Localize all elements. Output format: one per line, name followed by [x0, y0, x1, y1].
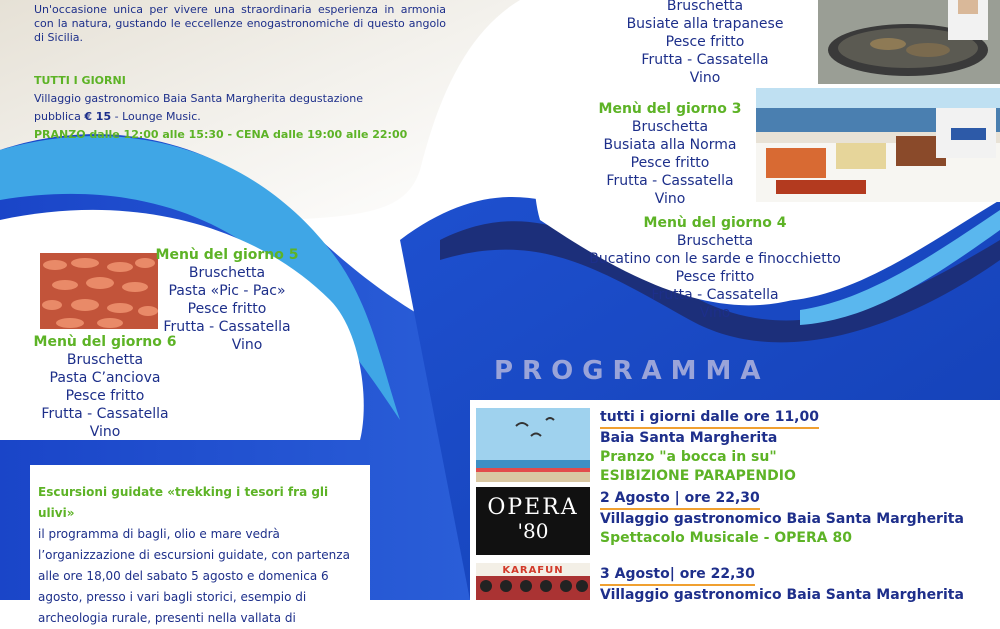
menu-item: Pesce fritto: [65, 388, 145, 404]
menu-item: Bruschetta: [188, 265, 266, 281]
escursioni-line: alle ore 18,00 del sabato 5 agosto e domenica 6: [38, 569, 329, 583]
price-prefix: pubblica: [34, 110, 85, 123]
programma-heading: PROGRAMMA: [494, 356, 770, 386]
menu-item: Pasta C’anciova: [49, 370, 161, 386]
event-2: [600, 487, 995, 548]
opera80-logo-bottom: '80: [517, 519, 549, 543]
escursioni-line: il programma di bagli, olio e mare vedrà: [38, 527, 280, 541]
event-3-date: 3 Agosto| ore 22,30: [600, 565, 755, 586]
price-suffix: - Lounge Music.: [111, 110, 201, 123]
menu-3-title: Menù del giorno 3: [598, 101, 742, 117]
menu-item: Frutta - Cassatella: [163, 319, 291, 335]
hours-line: [34, 126, 414, 144]
menu-2-items: [590, 0, 820, 87]
karafun-photo: [476, 563, 590, 600]
event-1-date: tutti i giorni dalle ore 11,00: [600, 408, 819, 429]
escursioni-line: l’organizzazione di escursioni guidate, con partenza: [38, 548, 350, 562]
escursioni-title: Escursioni guidate «trekking i tesori fra gli ulivi»: [38, 485, 329, 520]
menu-item: Frutta - Cassatella: [606, 173, 734, 189]
event-2-place: Villaggio gastronomico Baia Santa Margherita: [600, 511, 964, 527]
menu-item: Pesce fritto: [665, 34, 745, 50]
menu-item: Vino: [231, 337, 263, 353]
menu-item: Pesce fritto: [630, 155, 710, 171]
menu-item: Busiate alla trapanese: [626, 16, 784, 32]
menu-item: Bruschetta: [631, 119, 709, 135]
menu-item: Vino: [689, 70, 721, 86]
menu-item: Vino: [654, 191, 686, 207]
event-2-detail: Spettacolo Musicale - OPERA 80: [600, 530, 852, 546]
hours-sep: -: [223, 128, 236, 141]
menu-item: Frutta - Cassatella: [641, 52, 769, 68]
menu-6: [30, 333, 180, 441]
menu-3: [560, 100, 780, 208]
menu-item: Frutta - Cassatella: [41, 406, 169, 422]
opera80-logo-top: OPERA: [487, 495, 579, 520]
menu-item: Bruschetta: [666, 0, 744, 14]
intro-text: Un'occasione unica per vivere una straordinaria esperienza in armonia con la natura, gustando le eccellenze enogastronomiche di questo angolo di Sicilia.: [34, 3, 446, 44]
escursioni-section: [38, 482, 366, 629]
event-3-place: Villaggio gastronomico Baia Santa Margherita: [600, 587, 964, 603]
paragliding-photo: [476, 408, 590, 482]
menu-item: Frutta - Cassatella: [651, 287, 779, 303]
karafun-logo-text: KARAFUN: [502, 565, 564, 576]
menu-4-title: Menù del giorno 4: [643, 215, 787, 231]
beach-lunch-photo: [756, 88, 1000, 202]
shrimp-photo: [40, 253, 158, 329]
hours-cena: CENA dalle 19:00 alle 22:00: [235, 128, 408, 141]
menu-6-title: Menù del giorno 6: [33, 334, 177, 350]
opera80-logo: [476, 487, 590, 555]
chef-paella-photo: [818, 0, 1000, 84]
event-1-detail: Pranzo "a bocca in su": [600, 449, 777, 465]
event-3: [600, 563, 995, 605]
menu-item: Vino: [699, 305, 731, 321]
menu-item: Bucatino con le sarde e finocchietto: [589, 251, 841, 267]
menu-item: Bruschetta: [676, 233, 754, 249]
menu-4: [570, 214, 860, 322]
tutti-giorni-section: [34, 72, 414, 144]
escursioni-line: agosto, presso i vari bagli storici, esempio di: [38, 590, 307, 604]
menu-item: Pasta «Pic - Pac»: [168, 283, 286, 299]
menu-item: Busiata alla Norma: [603, 137, 737, 153]
menu-item: Bruschetta: [66, 352, 144, 368]
event-1: [600, 406, 990, 486]
tutti-giorni-title: TUTTI I GIORNI: [34, 74, 126, 87]
event-2-date: 2 Agosto | ore 22,30: [600, 489, 760, 510]
menu-5-title: Menù del giorno 5: [155, 247, 299, 263]
hours-pranzo: PRANZO dalle 12:00 alle 15:30: [34, 128, 224, 141]
event-1-detail-2: ESIBIZIONE PARAPENDIO: [600, 468, 796, 484]
event-1-place: Baia Santa Margherita: [600, 430, 778, 446]
menu-item: Vino: [89, 424, 121, 440]
tutti-giorni-line1: Villaggio gastronomico Baia Santa Margherita degustazione: [34, 92, 363, 105]
price: € 15: [84, 110, 112, 123]
tutti-giorni-line2: [34, 108, 414, 126]
menu-item: Pesce fritto: [187, 301, 267, 317]
escursioni-line: archeologia rurale, presenti nella vallata di: [38, 611, 296, 625]
menu-item: Pesce fritto: [675, 269, 755, 285]
